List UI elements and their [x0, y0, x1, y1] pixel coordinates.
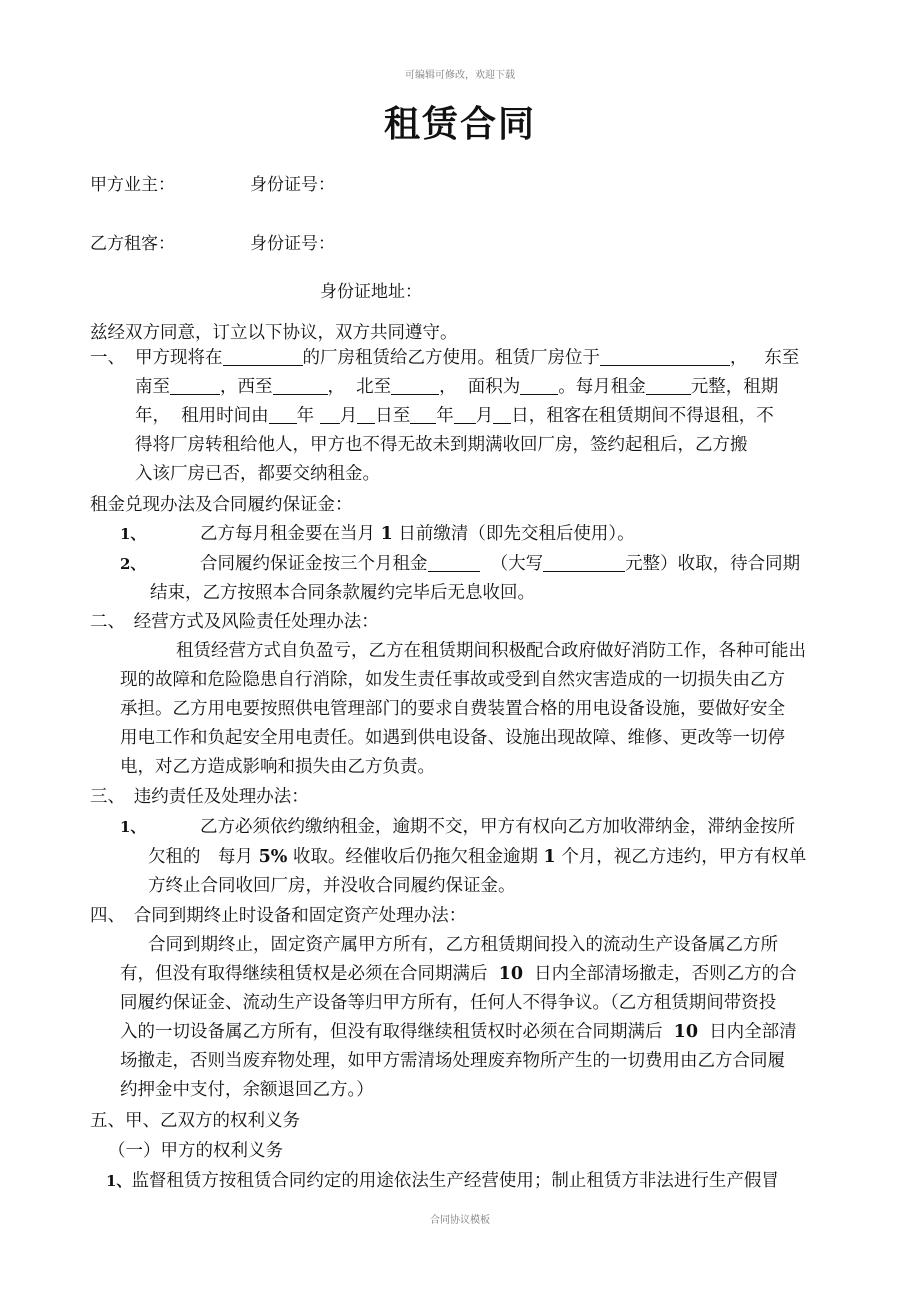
- section-6-heading: 五、甲、乙双方的权利义务: [90, 1111, 300, 1131]
- section-1-line-1: 甲方现将在 的厂房租赁给乙方使用。租赁厂房位于 ， 东至: [135, 348, 800, 368]
- section-5-line-2: 有，但没有取得继续租赁权是必须在合同期满后 10 日内全部清场撤走，否则乙方的合: [120, 964, 797, 984]
- blank-south[interactable]: [170, 378, 220, 395]
- section-5-line-3: 同履约保证金、流动生产设备等归甲方所有，任何人不得争议。（乙方租赁期间带资投: [120, 993, 777, 1013]
- section-2-item-2-continued: 结束，乙方按照本合同条款履约完毕后无息收回。: [150, 583, 535, 603]
- footer-note: 合同协议模板: [430, 1215, 490, 1226]
- blank-monthly-rent[interactable]: [646, 378, 691, 395]
- section-5-line-1: 合同到期终止，固定资产属甲方所有，乙方租赁期间投入的流动生产设备属乙方所: [148, 935, 778, 955]
- document-title: 租赁合同: [383, 103, 536, 145]
- id-label-a: 身份证号：: [250, 175, 335, 195]
- section-2-item-1-number: 1、: [120, 525, 146, 543]
- blank-deposit-uppercase[interactable]: [543, 555, 625, 572]
- blank-end-month[interactable]: [454, 407, 476, 424]
- section-4-item-1-line-1: 乙方必须依约缴纳租金，逾期不交，甲方有权向乙方加收滞纳金，滞纳金按所: [200, 817, 795, 837]
- section-3-line-1: 租赁经营方式自负盈亏，乙方在租赁期间积极配合政府做好消防工作，各种可能出: [176, 641, 806, 661]
- blank-end-day[interactable]: [493, 407, 511, 424]
- section-2-item-1: 乙方每月租金要在当月 1 日前缴清（即先交租后使用）。: [200, 524, 635, 544]
- blank-area[interactable]: [520, 378, 558, 395]
- section-5-heading: 四、 合同到期终止时设备和固定资产处理办法：: [90, 906, 467, 926]
- section-3-line-3: 承担。乙方用电要按照供电管理部门的要求自费装置合格的用电设备设施，要做好安全: [120, 699, 785, 719]
- id-address-label: 身份证地址：: [320, 282, 422, 302]
- section-3-line-4: 用电工作和负起安全用电责任。如遇到供电设备、设施出现故障、维修、更改等一切停: [120, 728, 785, 748]
- section-4-item-1-line-2: 欠租的 每月 5% 收取。经催收后仍拖欠租金逾期 1 个月，视乙方违约，甲方有权单: [148, 847, 807, 867]
- section-4-item-1-number: 1、: [120, 818, 146, 836]
- section-5-line-6: 约押金中支付，余额退回乙方。）: [120, 1080, 374, 1100]
- section-3-line-2: 现的故障和危险隐患自行消除，如发生责任事故或受到自然灾害造成的一切损失由乙方: [120, 670, 785, 690]
- section-4-heading: 三、 违约责任及处理办法：: [90, 787, 309, 807]
- blank-deposit-amount[interactable]: [428, 555, 480, 572]
- blank-north[interactable]: [391, 378, 439, 395]
- blank-west[interactable]: [273, 378, 328, 395]
- section-1-line-2: 南至 ，西至 ， 北至 ， 面积为 。每月租金 元整，租期: [135, 377, 779, 397]
- section-3-line-5: 电，对乙方造成影响和损失由乙方负责。: [120, 757, 435, 777]
- blank-start-year[interactable]: [269, 407, 297, 424]
- section-4-item-1-line-3: 方终止合同收回厂房，并没收合同履约保证金。: [148, 876, 516, 896]
- section-1-line-3: 年， 租用时间由 年 月 日至 年 月 日，租客在租赁期间不得退租，不: [135, 406, 774, 426]
- party-a-label: 甲方业主：: [90, 175, 175, 195]
- blank-end-year[interactable]: [410, 407, 436, 424]
- intro-text: 兹经双方同意，订立以下协议，双方共同遵守。: [90, 323, 458, 343]
- blank-start-month[interactable]: [320, 407, 340, 424]
- section-1-line-4: 得将厂房转租给他人，甲方也不得无故未到期满收回厂房，签约起租后，乙方搬: [135, 435, 748, 455]
- section-5-line-5: 场撤走，否则当废弃物处理，如甲方需清场处理废弃物所产生的一切费用由乙方合同履: [120, 1051, 785, 1071]
- section-1-number: 一、: [90, 348, 125, 368]
- section-6-subheading: （一）甲方的权利义务: [108, 1141, 283, 1161]
- section-2-heading: 租金兑现办法及合同履约保证金：: [90, 495, 353, 515]
- blank-factory-address[interactable]: [600, 349, 730, 366]
- header-note: 可编辑可修改，欢迎下载: [405, 70, 515, 81]
- section-6-item-1: 1、监督租赁方按租赁合同约定的用途依法生产经营使用；制止租赁方非法进行生产假冒: [106, 1171, 779, 1191]
- section-2-item-2: 合同履约保证金按三个月租金 （大写 元整）收取，待合同期: [200, 554, 801, 574]
- section-2-item-2-number: 2、: [120, 555, 146, 573]
- section-5-line-4: 入的一切设备属乙方所有，但没有取得继续租赁权时必须在合同期满后 10 日内全部清: [120, 1022, 797, 1042]
- blank-location[interactable]: [223, 349, 303, 366]
- section-3-heading: 二、 经营方式及风险责任处理办法：: [90, 612, 379, 632]
- section-1-line-5: 入该厂房已否，都要交纳租金。: [135, 464, 380, 484]
- blank-start-day[interactable]: [357, 407, 375, 424]
- party-b-label: 乙方租客：: [90, 234, 175, 254]
- id-label-b: 身份证号：: [250, 234, 335, 254]
